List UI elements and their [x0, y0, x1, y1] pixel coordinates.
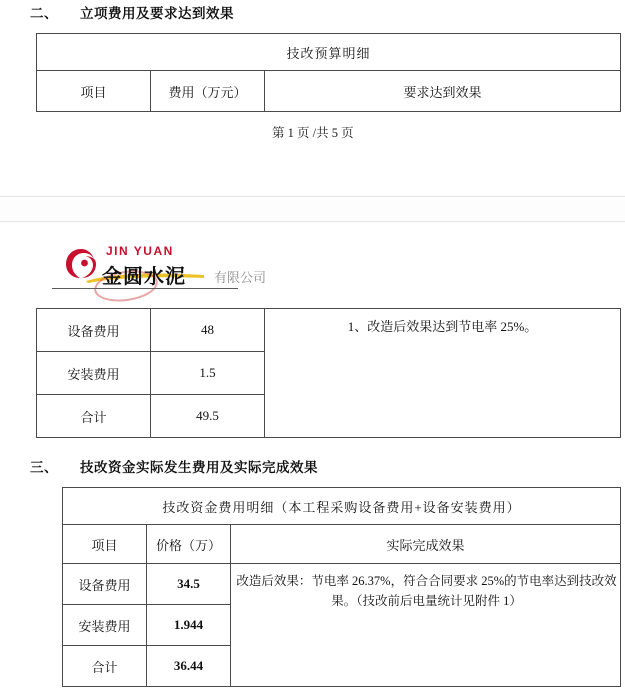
logo-underline: [52, 288, 238, 289]
page-break-line-top: [0, 196, 625, 197]
actual-header-item: 项目: [63, 525, 147, 564]
budget-header-effect: 要求达到效果: [265, 71, 621, 112]
page-break-line-bottom: [0, 221, 625, 222]
budget-row-2-item: 合计: [37, 395, 151, 438]
table-row: [63, 488, 621, 525]
budget-row-1-cost: 1.5: [151, 352, 265, 395]
actual-row-1-price: 1.944: [147, 605, 231, 646]
budget-row-0-cost: 48: [151, 309, 265, 352]
actual-row-0-price: 34.5: [147, 564, 231, 605]
section-title-2: 立项费用及要求达到效果: [80, 6, 234, 21]
table-row: [37, 71, 621, 112]
actual-effect-cell: 改造后效果：节电率 26.37%，符合合同要求 25%的节电率达到技改效果。（技改前后电量统计见附件 1）: [231, 564, 621, 687]
budget-header-item: 项目: [37, 71, 151, 112]
logo-brand-suffix: 有限公司: [214, 270, 267, 285]
page-footer: 第 1 页 /共 5 页: [272, 126, 354, 140]
logo-brand-cn: 金圆水泥: [102, 266, 186, 288]
table-row: [37, 34, 621, 71]
section-heading-3: [30, 456, 318, 476]
budget-row-1-item: 安装费用: [37, 352, 151, 395]
page-break-gap: [0, 196, 625, 222]
actual-row-0-item: 设备费用: [63, 564, 147, 605]
budget-table-title: 技改预算明细: [37, 34, 621, 71]
actual-table-title: 技改资金费用明细（本工程采购设备费用+设备安装费用）: [63, 488, 621, 525]
budget-table: [36, 33, 621, 112]
section-title-3: 技改资金实际发生费用及实际完成效果: [80, 460, 318, 475]
logo-brand-en: JIN YUAN: [106, 244, 174, 258]
actual-header-price: 价格（万）: [147, 525, 231, 564]
budget-table-body: [36, 308, 621, 438]
actual-row-2-item: 合计: [63, 646, 147, 687]
section-number-3: 三、: [30, 460, 58, 475]
company-logo: [64, 245, 294, 289]
budget-header-cost: 费用（万元）: [151, 71, 265, 112]
table-row: [63, 525, 621, 564]
section-number-2: 二、: [30, 6, 58, 21]
budget-row-2-cost: 49.5: [151, 395, 265, 438]
section-heading-2: [30, 2, 234, 22]
budget-effect-cell: 1、改造后效果达到节电率 25%。: [265, 309, 621, 438]
budget-row-0-item: 设备费用: [37, 309, 151, 352]
table-row: [63, 564, 621, 605]
actual-cost-table: [62, 487, 621, 687]
actual-row-1-item: 安装费用: [63, 605, 147, 646]
table-row: [37, 309, 621, 352]
actual-header-effect: 实际完成效果: [231, 525, 621, 564]
actual-row-2-price: 36.44: [147, 646, 231, 687]
